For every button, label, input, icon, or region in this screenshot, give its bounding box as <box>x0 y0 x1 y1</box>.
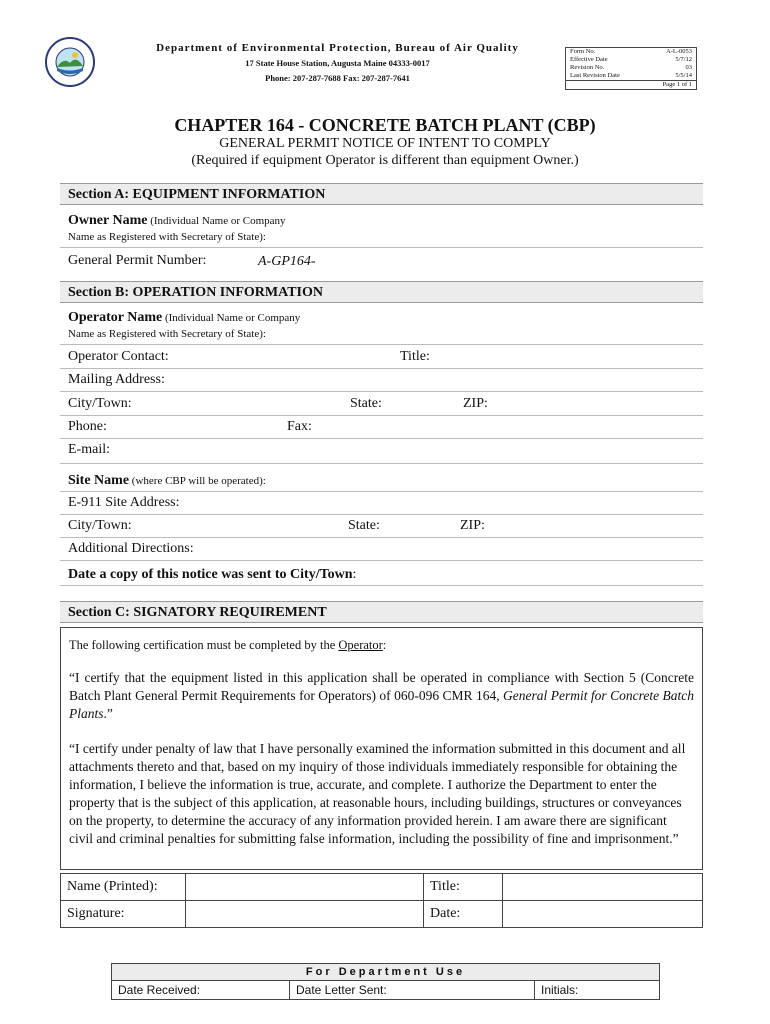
divider <box>60 391 703 392</box>
date-label: Date: <box>424 901 503 928</box>
department-name: Department of Environmental Protection, Bureau of Air Quality <box>156 42 519 54</box>
site-name-label: Site Name (where CBP will be operated): <box>68 473 266 488</box>
divider <box>60 514 703 515</box>
title-label: Title: <box>424 874 503 901</box>
email-label: E-mail: <box>68 442 110 457</box>
maine-dep-seal <box>44 33 96 91</box>
divider <box>60 560 703 561</box>
date-field[interactable] <box>503 901 703 928</box>
divider <box>60 344 703 345</box>
owner-name-label: Owner Name (Individual Name or Company <box>68 213 286 228</box>
site-state-label: State: <box>348 518 380 533</box>
site-city-label: City/Town: <box>68 518 132 533</box>
certification-statement-2: “I certify under penalty of law that I have personally examined the information submitted in this document and all attachments thereto and that, based on my inquiry of those individuals immediately responsible for obtaining the information, I believe the information is true, accurate, and complete. I authorize the Department to enter the property that is the subject of this application, at reasonable hours, including buildings, structures or conveyances on the property, to determine the accuracy of any information provided herein. I am aware there are significant civil and criminal penalties for submitting false information, including the possibility of fine and imprisonment.” <box>69 741 686 846</box>
divider <box>60 247 703 248</box>
form-subtitle: GENERAL PERMIT NOTICE OF INTENT TO COMPLY <box>219 136 551 151</box>
divider <box>60 438 703 439</box>
signature-table <box>60 873 703 928</box>
general-permit-label: General Permit Number: <box>68 253 207 268</box>
name-printed-label: Name (Printed): <box>61 874 186 901</box>
divider <box>60 585 703 586</box>
operator-contact-label: Operator Contact: <box>68 349 169 364</box>
name-printed-field[interactable] <box>186 874 424 901</box>
mailing-address-label: Mailing Address: <box>68 372 165 387</box>
form-info-row: Revision No. 03 <box>570 64 692 71</box>
form-info-row: Form No. A-L-0053 <box>570 48 692 55</box>
operator-name-label-2: Name as Registered with Secretary of State): <box>68 328 266 340</box>
signature-label: Signature: <box>61 901 186 928</box>
form-info-row: Last Revision Date 5/5/14 <box>570 72 692 79</box>
operator-name-label: Operator Name (Individual Name or Company <box>68 310 301 325</box>
additional-directions-label: Additional Directions: <box>68 541 194 556</box>
certification-box <box>60 627 703 870</box>
state-label: State: <box>350 396 382 411</box>
section-a-heading: Section A: EQUIPMENT INFORMATION <box>60 183 703 205</box>
owner-name-label-2: Name as Registered with Secretary of State): <box>68 231 266 243</box>
department-use-heading: For Department Use <box>112 964 660 981</box>
operator-title-label: Title: <box>400 349 430 364</box>
general-permit-value[interactable]: A-GP164- <box>258 254 316 269</box>
section-b-heading: Section B: OPERATION INFORMATION <box>60 281 703 303</box>
divider <box>60 537 703 538</box>
divider <box>60 368 703 369</box>
fax-label: Fax: <box>287 419 312 434</box>
divider <box>60 463 703 464</box>
date-received-field[interactable]: Date Received: <box>112 981 290 1000</box>
form-title: CHAPTER 164 - CONCRETE BATCH PLANT (CBP) <box>174 115 596 135</box>
title-field[interactable] <box>503 874 703 901</box>
date-letter-sent-field[interactable]: Date Letter Sent: <box>290 981 535 1000</box>
site-zip-label: ZIP: <box>460 518 485 533</box>
city-label: City/Town: <box>68 396 132 411</box>
initials-field[interactable]: Initials: <box>535 981 660 1000</box>
signature-field[interactable] <box>186 901 424 928</box>
page-number: Page 1 of 1 <box>566 80 696 89</box>
phone-label: Phone: <box>68 419 107 434</box>
divider <box>60 491 703 492</box>
form-info-box <box>565 47 697 90</box>
section-c-heading: Section C: SIGNATORY REQUIREMENT <box>60 601 703 623</box>
date-copy-sent-label: Date a copy of this notice was sent to City/Town: <box>68 567 357 582</box>
department-address: 17 State House Station, Augusta Maine 04333-0017 <box>245 58 430 68</box>
form-subtitle-note: (Required if equipment Operator is different than equipment Owner.) <box>191 153 579 168</box>
zip-label: ZIP: <box>463 396 488 411</box>
divider <box>60 415 703 416</box>
department-use-table <box>111 963 660 1000</box>
department-phone-fax: Phone: 207-287-7688 Fax: 207-287-7641 <box>265 73 410 83</box>
certification-intro: The following certification must be completed by the Operator: <box>69 638 387 652</box>
certification-statement-1: “I certify that the equipment listed in this application shall be operated in compliance with Section 5 (Concrete Batch Plant General Permit Requirements for Operators) of 060-096 CMR 164, General Permit for Concrete Batch Plants.” <box>69 670 694 721</box>
e911-address-label: E-911 Site Address: <box>68 495 180 510</box>
form-info-row: Effective Date 5/7/12 <box>570 56 692 63</box>
